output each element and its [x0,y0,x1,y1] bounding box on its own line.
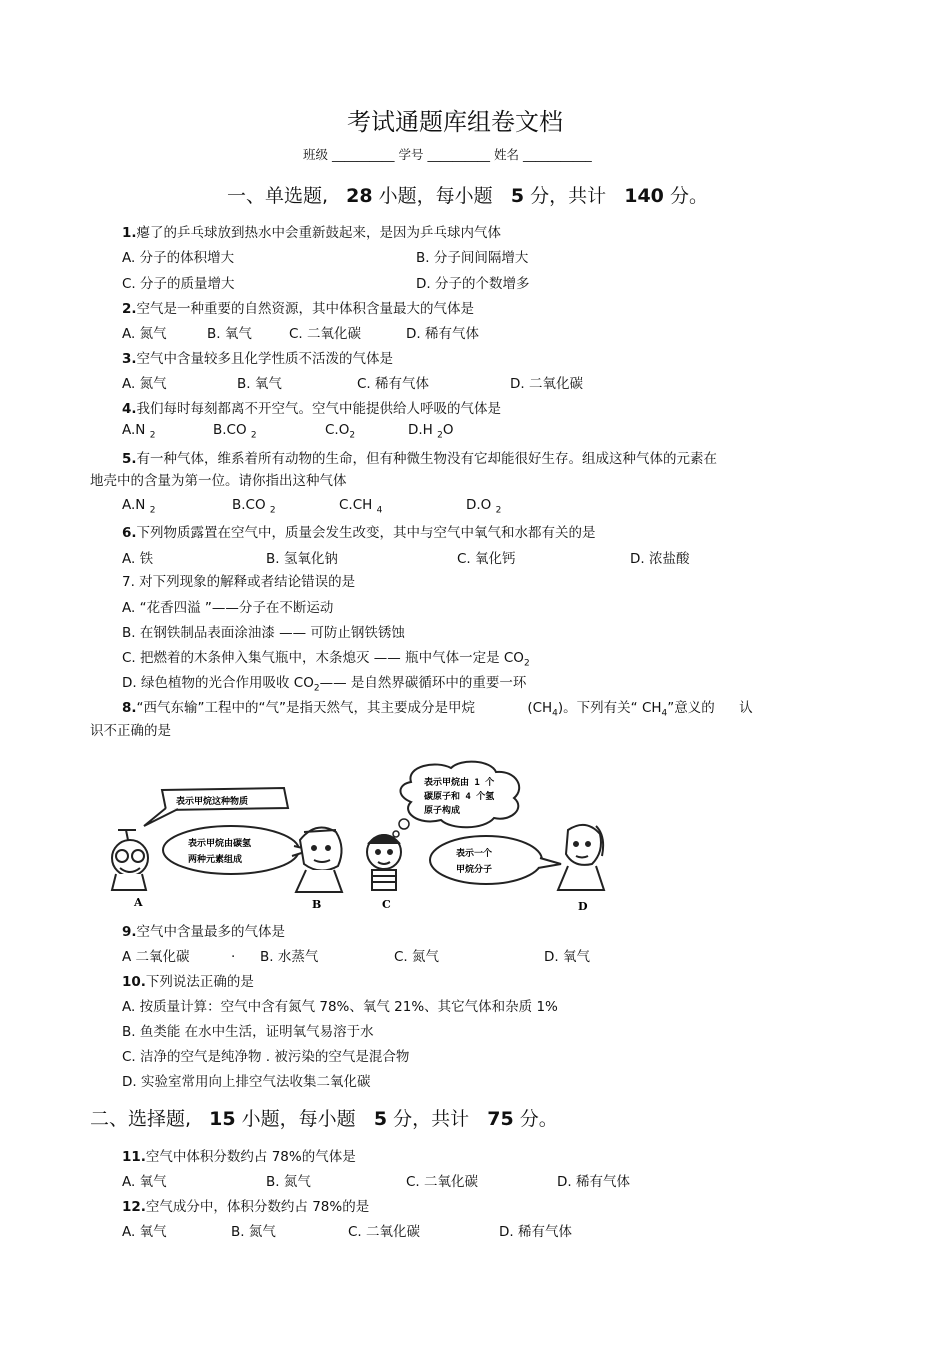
q3-option-a[interactable]: A. 氮气 [122,376,167,392]
q12-option-c[interactable]: C. 二氧化碳 [348,1224,421,1240]
q3-option-d[interactable]: D. 二氧化碳 [510,376,583,392]
q6-option-a[interactable]: A. 铁 [122,551,154,567]
q3-option-c[interactable]: C. 稀有气体 [357,376,430,392]
bubble-d-text-2: 甲烷分子 [456,865,493,875]
name-label: 姓名 [493,147,519,162]
q7-option-d[interactable]: D. 绿色植物的光合作用吸收 $CO_2——$ 是自然界碳循环中的重要一环 [122,675,527,694]
q4-option-b[interactable]: B.CO $_2$ [213,422,257,441]
bubble-b-text-2: 两种元素组成 [188,855,243,865]
q11-option-c[interactable]: C. 二氧化碳 [406,1174,479,1190]
q12-option-a[interactable]: A. 氧气 [122,1224,167,1240]
section-heading-2: 二、选择题, 15 小题，每小题 5 分，共计 75 分。 [90,1108,558,1130]
question-5-continued: 地壳中的含量为第一位。请你指出这种气体 [90,473,347,489]
class-blank[interactable]: __________ [332,147,395,162]
question-11: 11.空气中体积分数约占 78%的气体是 [122,1149,356,1165]
character-d [558,825,604,890]
name-blank[interactable]: ___________ [522,147,592,162]
q10-option-d[interactable]: D. 实验室常用向上排空气法收集二氧化碳 [122,1074,371,1090]
q7-option-c[interactable]: C. 把燃着的木条伸入集气瓶中，木条熄灭 —— 瓶中气体一定是 $CO_2$ [122,650,530,669]
q6-option-b[interactable]: B. 氢氧化钠 [266,551,338,567]
q4-option-d[interactable]: D.H $_2$O [408,422,454,441]
q2-option-c[interactable]: C. 二氧化碳 [289,326,362,342]
figure-label-b: B [312,898,322,911]
q5-option-d[interactable]: D.O $_2$ [466,497,502,516]
q1-option-a[interactable]: A. 分子的体积增大 [122,250,235,266]
bubble-d [430,836,561,884]
q6-option-d[interactable]: D. 浓盐酸 [630,551,690,567]
bubble-b-text-1: 表示甲烷由碳氢 [188,839,252,849]
methane-meaning-illustration [106,760,606,920]
figure-label-d: D [578,900,588,913]
cartoon-svg [106,760,606,920]
question-1: 1.瘪了的乒乓球放到热水中会重新鼓起来，是因为乒乓球内气体 [122,225,502,241]
bubble-d-text-1: 表示一个 [456,849,493,859]
character-c [367,835,401,890]
q9-option-c[interactable]: C. 氮气 [394,949,440,965]
bubble-c-text-2: 碳原子和 4 个氢 [424,792,495,802]
q9-option-d[interactable]: D. 氧气 [544,949,590,965]
question-12: 12.空气成分中，体积分数约占 78%的是 [122,1199,370,1215]
q3-option-b[interactable]: B. 氧气 [237,376,282,392]
q5-option-a[interactable]: A.N $_2$ [122,497,156,516]
figure-label-c: C [382,898,391,911]
question-9: 9.空气中含量最多的气体是 [122,924,286,940]
question-10: 10.下列说法正确的是 [122,974,254,990]
q11-option-d[interactable]: D. 稀有气体 [557,1174,630,1190]
q5-option-c[interactable]: C.CH $_4$ [339,497,383,516]
bubble-c [393,762,519,837]
question-6: 6.下列物质露置在空气中，质量会发生改变，其中与空气中氧气和水都有关的是 [122,525,596,541]
question-8-continued: 识不正确的是 [90,723,171,739]
character-a [112,830,148,890]
q10-option-b[interactable]: B. 鱼类能 在水中生活，证明氧气易溶于水 [122,1024,374,1040]
section-heading-1: 一、单选题, 28 小题，每小题 5 分，共计 140 分。 [227,185,708,207]
q2-option-b[interactable]: B. 氧气 [207,326,252,342]
page-title: 考试通题库组卷文档 [347,108,563,136]
q7-option-b[interactable]: B. 在钢铁制品表面涂油漆 —— 可防止钢铁锈蚀 [122,625,405,641]
question-8: 8.“西气东输”工程中的“气”是指天然气，其主要成分是甲烷 $(CH_4)$。下列有关“ $CH_4$”意义的 认 [122,700,753,719]
class-label: 班级 [303,147,329,162]
figure-label-a: A [134,896,143,909]
q1-option-c[interactable]: C. 分子的质量增大 [122,276,235,292]
q5-option-b[interactable]: B.CO $_2$ [232,497,276,516]
question-5: 5.有一种气体，维系着所有动物的生命，但有种微生物没有它却能很好生存。组成这种气体的元素在 [122,451,718,467]
bubble-a-text: 表示甲烷这种物质 [176,797,249,807]
q2-option-a[interactable]: A. 氮气 [122,326,167,342]
q11-option-a[interactable]: A. 氧气 [122,1174,167,1190]
q1-option-d[interactable]: D. 分子的个数增多 [416,276,530,292]
q9-dot: . [231,945,236,961]
question-3: 3.空气中含量较多且化学性质不活泼的气体是 [122,351,394,367]
student-id-blank[interactable]: __________ [427,147,490,162]
q6-option-c[interactable]: C. 氧化钙 [457,551,516,567]
q9-option-a[interactable]: A 二氧化碳 [122,949,190,965]
question-4: 4.我们每时每刻都离不开空气。空气中能提供给人呼吸的气体是 [122,401,502,417]
bubble-c-text-3: 原子构成 [424,806,461,816]
q10-option-a[interactable]: A. 按质量计算：空气中含有氮气 78%、氧气 21%、其它气体和杂质 1% [122,999,558,1015]
bubble-a [144,788,288,826]
student-info-line [303,145,592,163]
q4-option-a[interactable]: A.N $_2$ [122,422,156,441]
q12-option-b[interactable]: B. 氮气 [231,1224,276,1240]
q12-option-d[interactable]: D. 稀有气体 [499,1224,572,1240]
q7-option-a[interactable]: A. “花香四溢 ”——分子在不断运动 [122,600,334,616]
q10-option-c[interactable]: C. 洁净的空气是纯净物 . 被污染的空气是混合物 [122,1049,410,1065]
q9-option-b[interactable]: B. 水蒸气 [260,949,319,965]
bubble-b [163,826,311,874]
question-2: 2.空气是一种重要的自然资源，其中体积含量最大的气体是 [122,301,475,317]
q11-option-b[interactable]: B. 氮气 [266,1174,311,1190]
q4-option-c[interactable]: $C.O_2$ [325,422,356,441]
question-7: 7. 对下列现象的解释或者结论错误的是 [122,574,356,590]
q2-option-d[interactable]: D. 稀有气体 [406,326,479,342]
student-id-label: 学号 [398,147,424,162]
bubble-c-text-1: 表示甲烷由 1 个 [424,778,495,788]
q1-option-b[interactable]: B. 分子间间隔增大 [416,250,529,266]
character-b [296,828,342,893]
